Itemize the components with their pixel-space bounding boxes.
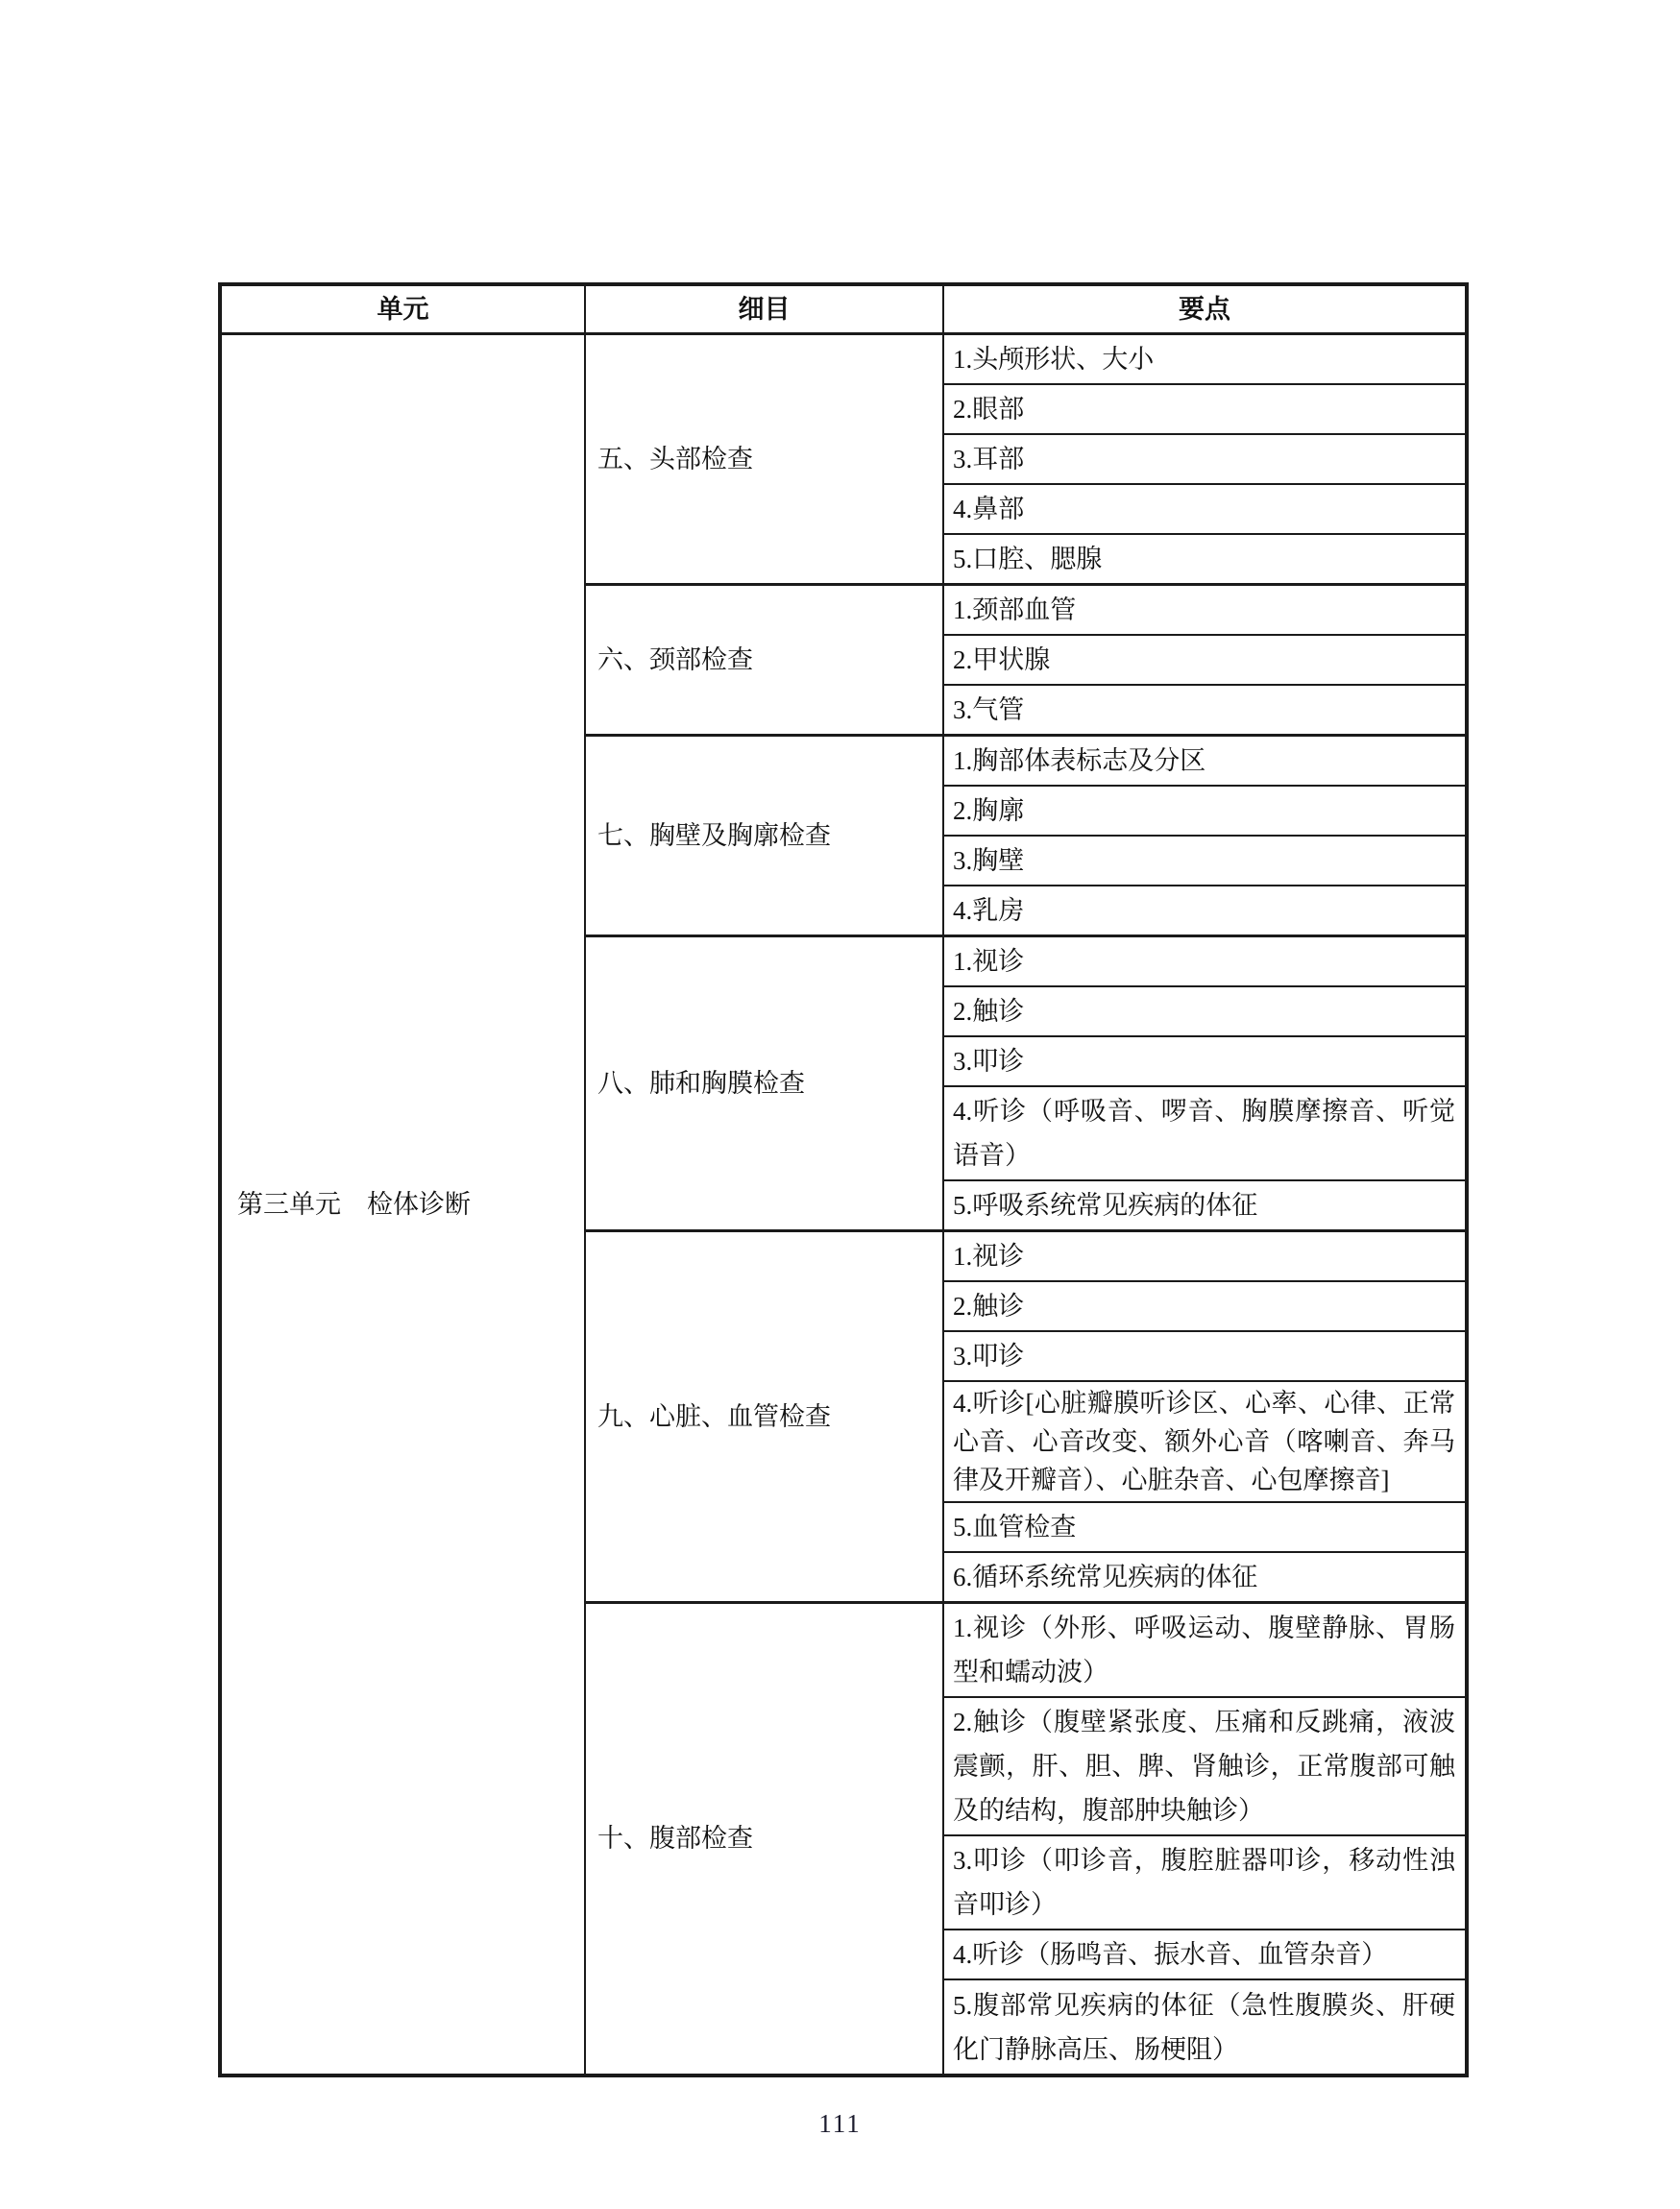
point-cell: 5.血管检查 [943, 1502, 1467, 1552]
point-cell: 1.视诊 [943, 935, 1467, 986]
item-cell-head-exam: 五、头部检查 [585, 333, 943, 584]
item-cell-neck-exam: 六、颈部检查 [585, 584, 943, 735]
point-cell: 2.胸廓 [943, 786, 1467, 836]
point-cell: 3.叩诊 [943, 1331, 1467, 1381]
point-cell: 2.眼部 [943, 384, 1467, 434]
column-header-unit: 单元 [220, 284, 585, 333]
point-cell: 3.耳部 [943, 434, 1467, 484]
point-cell: 1.视诊（外形、呼吸运动、腹壁静脉、胃肠型和蠕动波） [943, 1602, 1467, 1697]
column-header-points: 要点 [943, 284, 1467, 333]
point-cell: 4.听诊（呼吸音、啰音、胸膜摩擦音、听觉语音） [943, 1086, 1467, 1180]
item-cell-abdomen-exam: 十、腹部检查 [585, 1602, 943, 2075]
table-header-row [220, 284, 1467, 333]
point-cell: 6.循环系统常见疾病的体征 [943, 1552, 1467, 1603]
point-cell: 4.听诊（肠鸣音、振水音、血管杂音） [943, 1930, 1467, 1979]
point-cell: 1.视诊 [943, 1230, 1467, 1281]
item-cell-chest-wall-exam: 七、胸壁及胸廓检查 [585, 735, 943, 935]
column-header-item: 细目 [585, 284, 943, 333]
point-cell: 1.颈部血管 [943, 584, 1467, 635]
point-cell: 1.头颅形状、大小 [943, 333, 1467, 384]
point-cell: 4.鼻部 [943, 484, 1467, 534]
point-cell: 5.呼吸系统常见疾病的体征 [943, 1180, 1467, 1231]
point-cell: 3.胸壁 [943, 836, 1467, 886]
point-cell: 2.触诊 [943, 1281, 1467, 1331]
point-cell: 2.触诊（腹壁紧张度、压痛和反跳痛，液波震颤，肝、胆、脾、肾触诊，正常腹部可触及的结构，腹部肿块触诊） [943, 1697, 1467, 1835]
point-cell: 3.气管 [943, 685, 1467, 736]
point-cell: 5.腹部常见疾病的体征（急性腹膜炎、肝硬化门静脉高压、肠梗阻） [943, 1979, 1467, 2075]
point-cell: 4.乳房 [943, 886, 1467, 936]
item-cell-heart-vessel-exam: 九、心脏、血管检查 [585, 1230, 943, 1602]
item-cell-lung-pleura-exam: 八、肺和胸膜检查 [585, 935, 943, 1230]
syllabus-table [218, 282, 1469, 2077]
point-cell: 4.听诊[心脏瓣膜听诊区、心率、心律、正常心音、心音改变、额外心音（喀喇音、奔马律及开瓣音）、心脏杂音、心包摩擦音] [943, 1381, 1467, 1502]
point-cell: 2.甲状腺 [943, 635, 1467, 685]
point-cell: 2.触诊 [943, 986, 1467, 1036]
page-number: 111 [818, 2109, 862, 2138]
point-cell: 3.叩诊（叩诊音，腹腔脏器叩诊，移动性浊音叩诊） [943, 1835, 1467, 1930]
point-cell: 3.叩诊 [943, 1036, 1467, 1086]
point-cell: 1.胸部体表标志及分区 [943, 735, 1467, 786]
unit-cell: 第三单元 检体诊断 [220, 333, 585, 2075]
table-row [220, 333, 1467, 384]
point-cell: 5.口腔、腮腺 [943, 534, 1467, 585]
